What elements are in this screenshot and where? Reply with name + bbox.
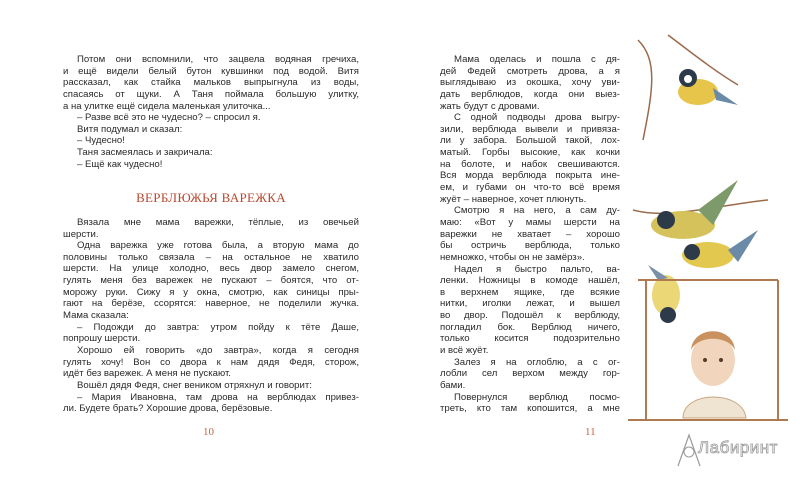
text-line: погладил бок. Верблюд ничего,	[440, 321, 620, 333]
text-line: ли у забора. Большой такой, лох-	[440, 135, 620, 147]
text-line: треть, кто там копошится, а мне	[440, 403, 620, 415]
text-line: Залез я на оглоблю, а с ог-	[454, 356, 620, 368]
story-ending	[63, 54, 359, 170]
text-line: гают на берёзе, ссорятся: наверное, не поделили жучка.	[63, 298, 359, 310]
text-line: шерсти.	[63, 228, 99, 240]
branch	[633, 35, 768, 213]
text-line: ли. Будете брать? Хорошие дрова, берёзовые.	[63, 403, 273, 415]
text-line: идёт без варежек. А меня не пускают.	[63, 368, 231, 380]
text-line: Одна варежка уже готова была, а вторую мама до	[77, 240, 359, 252]
titmouse-bird-middle	[651, 180, 738, 239]
chapter-title: ВЕРБЛЮЖЬЯ ВАРЕЖКА	[136, 190, 286, 206]
text-line: рассказал, как стайка мальков выпрыгнула из воды,	[63, 77, 359, 89]
text-line: Таня засмеялась и закричала:	[77, 147, 213, 159]
labirint-watermark	[676, 432, 794, 472]
text-line: бами.	[440, 379, 466, 391]
chapter-body	[63, 217, 359, 415]
text-line: С одной подводы дрова выгру-	[454, 112, 620, 124]
text-line: в верхнем ящике, где всякие	[440, 286, 620, 298]
text-line: Повернулся верблюд посмо-	[454, 391, 620, 403]
text-line: Вся морда верблюда покрыта ине-	[440, 170, 620, 182]
text-line: – Чудесно!	[77, 135, 125, 147]
text-line: нитки, иголки лежат, и вышел	[440, 298, 620, 310]
text-line: Вошёл дядя Федя, снег веником отряхнул и говорит:	[77, 379, 312, 391]
text-line: Витя подумал и сказал:	[77, 123, 183, 135]
text-line: бы остричь верблюда, только	[440, 240, 620, 252]
text-line: Потом они вспомнили, что зацвела водяная гречиха,	[77, 54, 359, 65]
text-line: гулять меня без варежек не пускают – боятся, что от-	[63, 275, 359, 287]
text-line: во двор. Подошёл к верблюду,	[440, 310, 620, 322]
text-line: Мама сказала:	[63, 310, 129, 322]
text-line: дать верблюдов, когда они выез-	[440, 88, 620, 100]
text-line: ем, и губами он что-то всё время	[440, 182, 620, 194]
text-line: и всё жуёт.	[440, 345, 489, 357]
text-line: маю: «Вот у мамы шерсти на	[440, 216, 620, 228]
text-line: Вязала мне мама варежки, тёплые, из овечьей	[77, 216, 359, 228]
page-number-left: 10	[203, 426, 214, 438]
text-line: попрошу шерсти.	[63, 333, 141, 345]
illustration-titmice-and-boy	[628, 30, 788, 425]
titmouse-bird-hanging	[648, 265, 680, 323]
text-line: зили, верблюда вывели и привяза-	[440, 123, 620, 135]
titmouse-bird-top	[678, 69, 738, 105]
text-line: только косится подозрительно	[440, 333, 620, 345]
text-line: – Ещё как чудесно!	[77, 158, 163, 170]
text-line: – Мария Ивановна, там дрова на верблюдах привез-	[77, 391, 359, 403]
text-line: варежки не хватает – хорошо	[440, 228, 620, 240]
text-line: жуёт – наверное, хочет плюнуть.	[440, 193, 587, 205]
page-number-right: 11	[585, 426, 596, 438]
text-line: спасаясь от щуки. А Таня поймала большую улитку,	[63, 88, 359, 100]
right-page-text	[440, 54, 620, 415]
watermark-text: Лабиринт	[698, 438, 778, 457]
text-line: и ещё видели белый бутон кувшинки под водой. Витя	[63, 65, 359, 77]
text-line: на болоте, и набок свешиваются.	[440, 158, 620, 170]
text-line: шерсти. На улице холодно, весь двор замело снегом,	[63, 263, 359, 275]
text-line: жать будут с дровами.	[440, 100, 540, 112]
boy-at-window	[683, 331, 746, 418]
text-line: Хорошо ей говорить «до завтра», когда я сегодня	[77, 344, 359, 356]
text-line: выглядываю из окошка, хочу уви-	[440, 77, 620, 89]
text-line: Мама оделась и пошла с дя-	[454, 54, 620, 65]
text-line: – Разве всё это не чудесно? – спросил я.	[77, 112, 261, 124]
text-line: морожу руки. Сижу я у окна, смотрю, как синицы пры-	[63, 286, 359, 298]
text-line: половины только связала – на остальное не хватило	[63, 251, 359, 263]
text-line: дей Федей смотреть дрова, а я	[440, 65, 620, 77]
text-line: Смотрю я на него, а сам ду-	[454, 205, 620, 217]
text-line: – Подожди до завтра: утром пойду к тёте Даше,	[77, 321, 359, 333]
text-line: ленки. Ножницы в комоде нашёл,	[440, 275, 620, 287]
text-line: Надел я быстро пальто, ва-	[454, 263, 620, 275]
text-line: немножко, чтобы он не замёрз».	[440, 251, 585, 263]
text-line: а на улитке ещё сидела маленькая улиточка...	[63, 100, 271, 112]
text-line: лобли сел верхом между гор-	[440, 368, 620, 380]
left-page-text	[63, 54, 359, 415]
text-line: гулять хочу! Вон со двора к нам дядя Федя, сторож,	[63, 356, 359, 368]
text-line: матый. Горбы высокие, как кочки	[440, 147, 620, 159]
